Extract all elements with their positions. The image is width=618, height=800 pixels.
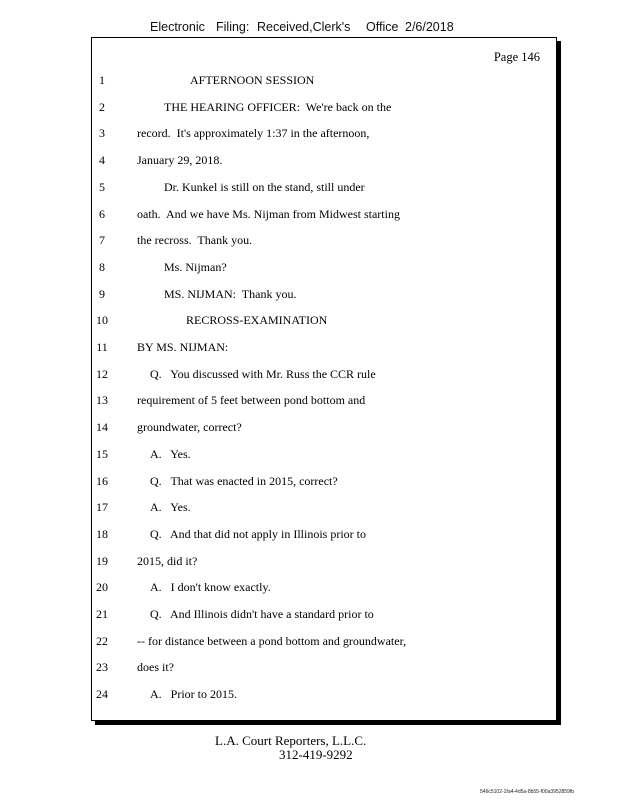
transcript-line [0,233,618,249]
line-text: Q. That was enacted in 2015, correct? [150,473,338,488]
line-number: 11 [96,340,108,354]
header-word-received: Received,Clerk's [257,20,351,34]
line-text: Q. And that did not apply in Illinois prior to [150,526,366,541]
line-number: 14 [96,420,108,435]
line-text: the recross. Thank you. [137,233,253,248]
page-number: Page 146 [493,50,540,64]
line-number: 21 [96,607,108,621]
line-text: record. It's approximately 1:37 in the afternoon, [137,126,370,141]
line-text: A. I don't know exactly. [150,580,271,595]
transcript-line [0,447,618,463]
line-text: groundwater, correct? [137,420,242,435]
transcript-line [0,287,618,303]
transcript-line [0,260,618,276]
line-text: does it? [137,660,174,675]
line-number: 13 [96,393,108,408]
line-number: 17 [96,500,108,515]
line-number: 15 [96,446,108,461]
header-word-electronic: Electronic [150,20,205,34]
line-text: THE HEARING OFFICER: We're back on the [164,99,392,114]
line-number: 10 [96,313,108,328]
line-text: oath. And we have Ms. Nijman from Midwest starting [137,206,400,221]
line-text: A. Yes. [150,446,191,461]
line-number: 2 [99,99,105,114]
line-text: RECROSS-EXAMINATION [186,313,328,328]
line-text: A. Yes. [150,500,191,515]
transcript-line [0,73,618,89]
transcript-line [0,313,618,329]
line-number: 4 [99,153,105,168]
transcript-line [0,393,618,409]
transcript-line [0,687,618,703]
transcript-line [0,474,618,490]
efiling-header [0,20,618,36]
transcript-line [0,126,618,142]
line-number: 8 [99,259,105,274]
line-text: -- for distance between a pond bottom and groundwater, [137,633,407,648]
transcript-line [0,527,618,543]
line-number: 9 [99,286,105,301]
line-text: Ms. Nijman? [164,259,227,274]
transcript-line [0,367,618,383]
line-number: 16 [96,473,108,488]
transcript-line [0,100,618,116]
transcript-line [0,580,618,596]
transcript-line [0,660,618,676]
transcript-line [0,500,618,516]
transcript-line [0,420,618,436]
line-number: 23 [96,660,108,675]
line-text: A. Prior to 2015. [150,687,237,702]
transcript-line [0,207,618,223]
line-number: 19 [96,553,108,568]
footer-phone: 312-419-9292 [279,747,353,762]
line-number: 5 [99,179,105,194]
line-number: 24 [96,687,108,702]
line-text: Dr. Kunkel is still on the stand, still under [164,179,365,194]
transcript-line [0,153,618,169]
header-word-office: Office [366,20,399,34]
line-text: January 29, 2018. [137,153,223,168]
line-text: Q. You discussed with Mr. Russ the CCR rule [150,366,376,381]
line-number: 3 [99,126,105,141]
line-number: 6 [99,206,105,221]
line-number: 12 [96,366,108,381]
line-number: 1 [99,73,105,87]
line-number: 22 [96,633,108,648]
line-text: MS. NIJMAN: Thank you. [164,286,297,301]
line-text: 2015, did it? [137,553,198,568]
header-word-filing: Filing: [216,20,250,34]
transcript-line [0,340,618,356]
transcript-line [0,180,618,196]
footer-company: L.A. Court Reporters, L.L.C. [215,733,367,748]
transcript-line [0,554,618,570]
line-text: AFTERNOON SESSION [190,73,315,87]
document-hash: 546c5102-1fa4-4d5a-8b55-f00a3952859fb [480,789,574,795]
line-number: 7 [99,233,105,248]
line-text: requirement of 5 feet between pond bottom and [137,393,366,408]
line-number: 18 [96,526,108,541]
transcript-line [0,607,618,623]
header-word-date: 2/6/2018 [405,20,454,34]
line-number: 20 [96,580,108,595]
line-text: Q. And Illinois didn't have a standard prior to [150,607,374,621]
line-text: BY MS. NIJMAN: [137,340,229,354]
transcript-line [0,634,618,650]
